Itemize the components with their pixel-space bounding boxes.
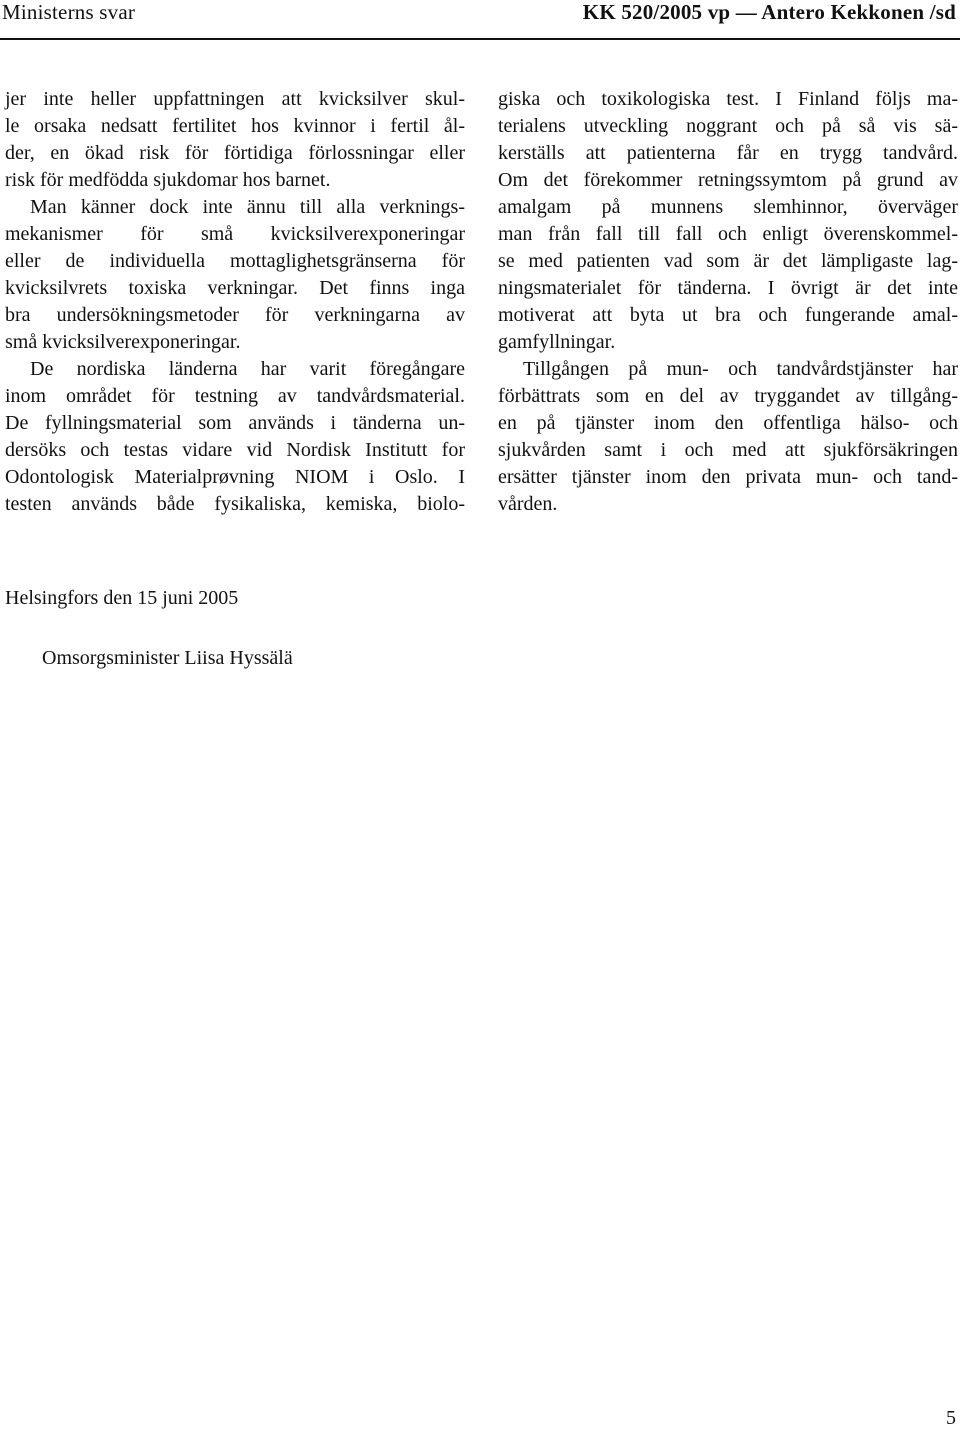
right-column — [498, 86, 958, 518]
text-line: ningsmaterialet för tänderna. I övrigt är det inte — [498, 277, 958, 299]
text-line: bra undersökningsmetoder för verkningarna av — [5, 304, 465, 326]
text-line: Man känner dock inte ännu till alla verknings- — [30, 196, 465, 218]
text-line: giska och toxikologiska test. I Finland följs ma- — [498, 88, 958, 110]
text-line: eller de individuella mottaglighetsgränserna för — [5, 250, 465, 272]
text-line: De nordiska länderna har varit föregångare — [30, 358, 465, 380]
text-line: förbättrats som en del av tryggandet av tillgång- — [498, 385, 958, 407]
text-line: Odontologisk Materialprøvning NIOM i Oslo. I — [5, 466, 465, 488]
text-line: Om det förekommer retningssymtom på grund av — [498, 169, 958, 191]
text-line: motiverat att byta ut bra och fungerande amal- — [498, 304, 958, 326]
text-line: le orsaka nedsatt fertilitet hos kvinnor i fertil ål- — [5, 115, 465, 137]
header-document-reference: KK 520/2005 vp — Antero Kekkonen /sd — [582, 0, 956, 24]
text-line: risk för medfödda sjukdomar hos barnet. — [5, 169, 331, 191]
header-rule — [0, 38, 960, 40]
text-line: terialens utveckling noggrant och på så vis sä- — [498, 115, 958, 137]
page-header — [0, 0, 960, 30]
left-column — [5, 86, 465, 518]
text-line: testen används både fysikaliska, kemiska, biolo- — [5, 493, 465, 515]
text-line: gamfyllningar. — [498, 331, 616, 353]
text-line: sjukvården samt i och med att sjukförsäkringen — [498, 439, 958, 461]
text-line: kerställs att patienterna får en trygg tandvård. — [498, 142, 958, 164]
text-line: ersätter tjänster inom den privata mun- och tand- — [498, 466, 958, 488]
text-line: inom området för testning av tandvårdsmaterial. — [5, 385, 465, 407]
text-line: man från fall till fall och enligt överenskommel- — [498, 223, 958, 245]
text-line: De fyllningsmaterial som används i tänderna un- — [5, 412, 465, 434]
text-line: jer inte heller uppfattningen att kvicksilver skul- — [5, 88, 465, 110]
text-line: se med patienten vad som är det lämpligaste lag- — [498, 250, 958, 272]
text-line: Tillgången på mun- och tandvårdstjänster har — [523, 358, 958, 380]
place-and-date: Helsingfors den 15 juni 2005 — [5, 587, 239, 609]
text-line: en på tjänster inom den offentliga hälso- och — [498, 412, 958, 434]
text-line: vården. — [498, 493, 558, 515]
signature-line: Omsorgsminister Liisa Hyssälä — [42, 647, 293, 669]
text-line: der, en ökad risk för förtidiga förlossningar eller — [5, 142, 465, 164]
text-line: amalgam på munnens slemhinnor, överväger — [498, 196, 958, 218]
text-line: kvicksilvrets toxiska verkningar. Det finns inga — [5, 277, 465, 299]
page-number: 5 — [946, 1407, 956, 1429]
text-line: dersöks och testas vidare vid Nordisk Institutt for — [5, 439, 465, 461]
text-line: små kvicksilverexponeringar. — [5, 331, 241, 353]
text-line: mekanismer för små kvicksilverexponeringar — [5, 223, 465, 245]
header-section-title: Ministerns svar — [2, 0, 136, 24]
